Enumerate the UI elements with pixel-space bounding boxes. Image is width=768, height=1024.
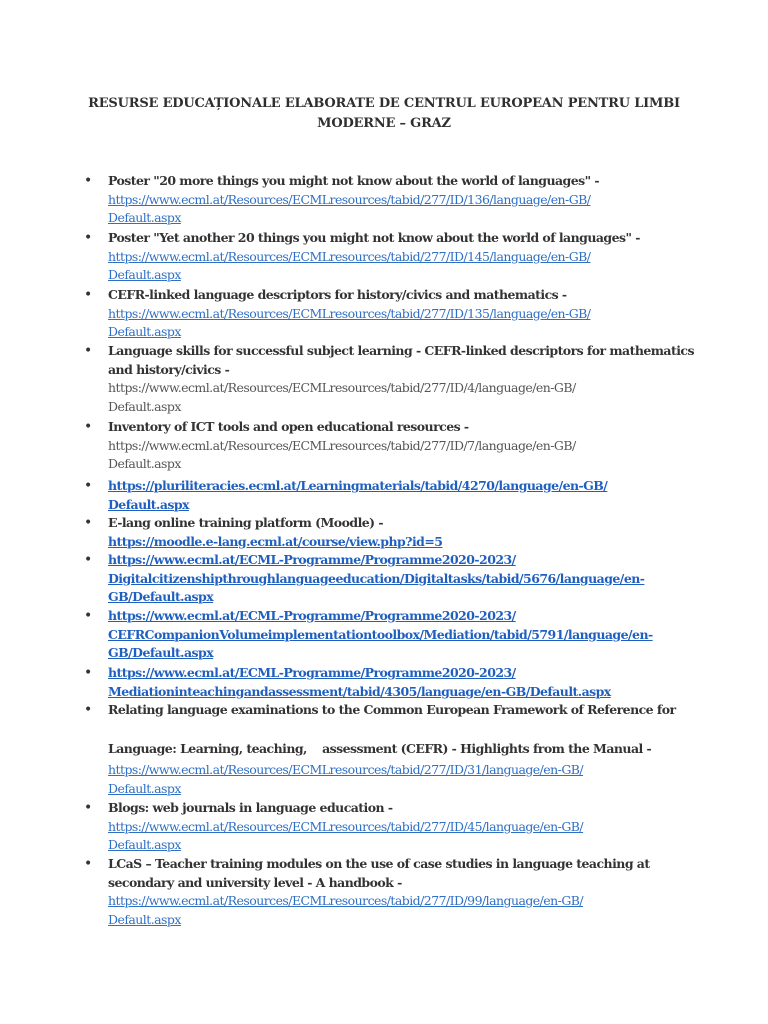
bullet-icon: • — [84, 856, 93, 872]
resource-item — [84, 607, 683, 663]
resource-title: E-lang online training platform (Moodle) - — [108, 515, 383, 530]
resource-link[interactable]: https://moodle.e-lang.ecml.at/course/view.php?id=5 — [108, 533, 443, 549]
resource-item — [84, 551, 683, 607]
resource-link-cont[interactable]: CEFRCompanionVolumeimplementationtoolbox/Mediation/tabid/5791/language/en- — [108, 626, 653, 642]
resource-item — [84, 855, 683, 929]
resource-link[interactable]: https://www.ecml.at/Resources/ECMLresources/tabid/277/ID/45/language/en-GB/ — [108, 818, 584, 834]
resource-item — [84, 172, 683, 228]
resource-item — [84, 286, 683, 342]
resource-title: Blogs: web journals in language education - — [108, 800, 393, 815]
resource-link-cont[interactable]: GB/Default.aspx — [108, 645, 214, 660]
resource-item — [84, 477, 683, 514]
resource-title-cont: Language: Learning, teaching, assessment (CEFR) - Highlights from the Manual - — [108, 740, 652, 756]
resource-link-cont[interactable]: Default.aspx — [108, 911, 181, 927]
resource-link[interactable]: https://www.ecml.at/Resources/ECMLresources/tabid/277/ID/145/language/en-GB/ — [108, 248, 591, 264]
resource-link-cont[interactable]: Default.aspx — [108, 780, 181, 796]
resource-item — [84, 701, 683, 798]
resource-title: Inventory of ICT tools and open educational resources - — [108, 419, 469, 434]
resource-url-text: https://www.ecml.at/Resources/ECMLresources/tabid/277/ID/7/language/en-GB/ — [108, 437, 576, 453]
resource-title-cont: secondary and university level - A handbook - — [108, 874, 402, 890]
resource-item — [84, 418, 683, 474]
bullet-icon: • — [84, 343, 93, 359]
resource-title: Relating language examinations to the Common European Framework of Reference for — [108, 702, 676, 717]
resource-link[interactable]: https://www.ecml.at/ECML-Programme/Programme2020-2023/ — [108, 552, 516, 567]
resource-link-cont[interactable]: Default.aspx — [108, 496, 189, 512]
bullet-icon: • — [84, 287, 93, 303]
resource-title-cont: and history/civics - — [108, 361, 230, 377]
document-title — [60, 94, 708, 134]
resource-item — [84, 799, 683, 855]
bullet-icon: • — [84, 552, 93, 568]
resource-link-cont[interactable]: Default.aspx — [108, 210, 181, 225]
resource-link-cont[interactable]: Default.aspx — [108, 267, 181, 282]
bullet-icon: • — [84, 608, 93, 624]
resource-link-cont[interactable]: GB/Default.aspx — [108, 589, 214, 604]
bullet-icon: • — [84, 702, 93, 718]
bullet-icon: • — [84, 230, 93, 246]
bullet-icon: • — [84, 478, 93, 494]
resource-link-cont[interactable]: Digitalcitizenshipthroughlanguageeducation/Digitaltasks/tabid/5676/language/en- — [108, 570, 645, 586]
resource-link[interactable]: https://www.ecml.at/Resources/ECMLresources/tabid/277/ID/99/language/en-GB/ — [108, 893, 584, 908]
title-line-2: MODERNE – GRAZ — [317, 116, 451, 131]
resource-item — [84, 664, 683, 701]
resource-title: Poster "Yet another 20 things you might not know about the world of languages" - — [108, 230, 640, 245]
resource-link[interactable]: https://www.ecml.at/Resources/ECMLresources/tabid/277/ID/31/language/en-GB/ — [108, 762, 584, 777]
resource-link[interactable]: https://www.ecml.at/ECML-Programme/Programme2020-2023/ — [108, 608, 516, 623]
resource-url-text-cont: Default.aspx — [108, 456, 181, 471]
resource-url-text: https://www.ecml.at/Resources/ECMLresources/tabid/277/ID/4/language/en-GB/ — [108, 380, 576, 395]
resource-title: Language skills for successful subject learning - CEFR-linked descriptors for mathematics — [108, 343, 694, 358]
resource-item — [84, 342, 694, 416]
resource-title: Poster "20 more things you might not know about the world of languages" - — [108, 173, 600, 188]
resource-title: CEFR-linked language descriptors for history/civics and mathematics - — [108, 287, 567, 302]
resource-link[interactable]: https://www.ecml.at/ECML-Programme/Programme2020-2023/ — [108, 665, 516, 680]
resource-item — [84, 229, 683, 285]
bullet-icon: • — [84, 515, 93, 531]
resource-link[interactable]: https://www.ecml.at/Resources/ECMLresources/tabid/277/ID/136/language/en-GB/ — [108, 191, 591, 207]
resource-title: LCaS – Teacher training modules on the use of case studies in language teaching at — [108, 856, 650, 871]
resource-link-cont[interactable]: Default.aspx — [108, 324, 181, 339]
resource-link[interactable]: https://pluriliteracies.ecml.at/Learningmaterials/tabid/4270/language/en-GB/ — [108, 478, 608, 493]
resource-link-cont[interactable]: Default.aspx — [108, 837, 181, 852]
resource-item — [84, 514, 683, 551]
resource-url-text-cont: Default.aspx — [108, 398, 181, 414]
resource-link-cont[interactable]: Mediationinteachingandassessment/tabid/4305/language/en-GB/Default.aspx — [108, 683, 611, 699]
bullet-icon: • — [84, 800, 93, 816]
resource-link[interactable]: https://www.ecml.at/Resources/ECMLresources/tabid/277/ID/135/language/en-GB/ — [108, 305, 591, 321]
bullet-icon: • — [84, 173, 93, 189]
title-line-1: RESURSE EDUCAȚIONALE ELABORATE DE CENTRUL EUROPEAN PENTRU LIMBI — [88, 96, 680, 111]
bullet-icon: • — [84, 419, 93, 435]
bullet-icon: • — [84, 665, 93, 681]
